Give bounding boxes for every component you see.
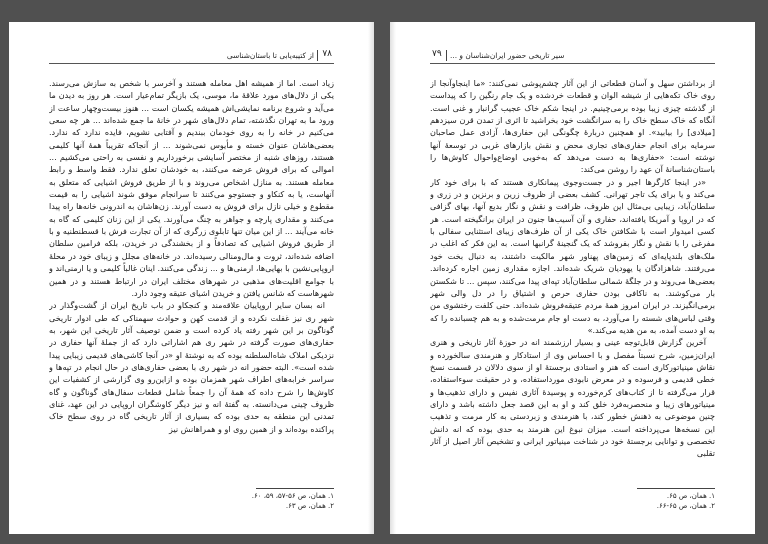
running-title: سیر تاریخی حضور ایران‌شناسان و ... bbox=[450, 51, 565, 60]
left-page-body bbox=[49, 78, 334, 482]
page-number: ۷۸ bbox=[322, 49, 332, 59]
left-footnotes bbox=[49, 492, 334, 511]
footnote: ۲. همان، ص ۶۵-۶۶. bbox=[656, 501, 715, 510]
footnote: ۲. همان، ص ۶۳. bbox=[285, 501, 334, 510]
header-separator bbox=[446, 50, 447, 61]
paragraph: انه بسان سایر اروپاییان علاقه‌مند و کنجکاو در باب تاریخ ایران از گشت‌وگذار در شهر ری نیز غفلت نکرده و از قدمت کهن و حوادث سهمناکی که طی ادوار تاریخی گوناگون بر این شهر رفته یاد کرده است و ضمن توصیف آثار تاریخی این شهر، به حفاری‌های صورت گرفته در شهر ری هم اشاراتی دارد که از جملهٔ آنها حفاری در نزدیکی املاک شاه‌السلطنه بوده که به نوشتهٔ او «در آنجا کاشی‌های قدیمی زیبایی پیدا شده است». البته حضور انه در شهر ری با بعضی حفاری‌های در حال انجام در تپه‌ها و سراسر خرابه‌های اطراف شهر همزمان بوده و ازاین‌رو وی گزارشی از کشفیات این کاوش‌ها را شرح داده که همهٔ آن را جمعاً شامل قطعات سفال‌های گوناگون و گاه ظروف چینی می‌دانسته. به گفتهٔ انه و نیز دیگر کاوشگران اروپایی در این عهد، غنای تمدنی این منطقه به حدی بوده که بسیاری از آثار تاریخی گاه در روی سطح خاک پراکنده بوده‌اند و از همین روی او و همراهانش نیز bbox=[49, 301, 334, 434]
footnote-rule bbox=[637, 488, 715, 489]
running-title: از کتیبه‌یابی تا باستان‌شناسی bbox=[226, 51, 314, 60]
page-number: ۷۹ bbox=[432, 49, 442, 59]
footnote: ۱. همان، ص ۶۵. bbox=[666, 492, 715, 500]
paragraph: «در اینجا کارگرها اجیر و در جست‌وجوی پیمانکاری هستند که با برای خود کار می‌کند و یا برای یک تاجر تهرانی. کشف بعضی از ظروف زرین و برنزین و در زری و سلطان‌آباد، زیبایی بی‌مثال این ظروف، ظرافت و نقش و نگار بدیع آنها، بهای گزافی که در اروپا و آمریکا یافته‌اند، حفاری و آن آسیب‌ها جنون در ایران برانگیخته است. هر کسی امیدوار است با شکافتن خاک یکی از آن ظرف‌های زیبای استثنایی سفالی با مفرغی را با نقش و نگار بفروشد که یک گنجینهٔ گرانبها است. به این فکر که اغلب در ملک‌های بلندپایه‌ای که زمین‌های پهناور شهر مالکیت داشتند، به دنبال بخت خود می‌رفتند. شاهزادگان یا یهودیان شریک شده‌اند. اجازه مقداری زمین اجاره کرده‌اند. بعضی‌ها می‌روند و در جلگهٔ شمالی سلطان‌آباد تپه‌ای پیدا می‌کنند، سپس ... تا شکستن بار می‌کوشند. به ناکافی بودن حفاری حرص و اشتیاق را در دل والی شهر برمی‌انگیزند. در ایران امروز همهٔ مردم عتیقه‌فروش شده‌اند. حتی کلفت رختشوی من وقتی لباس‌های شسته را می‌آورد، به دست او جام مرمت‌شده و به هم چسبانده را که به او دست آمده، به من هدیه می‌کند.» bbox=[430, 177, 715, 335]
paragraph: زیاد است. اما از همیشه اهل معامله هستند و آخرسر با شخص به سازش می‌رسند. یکی از دلال‌های مورد علاقهٔ ما، موسی، یک بازیگر تمام‌عیار است. هر روز به دیدن ما می‌آید و شروع برنامه نمایشی‌اش همیشه یکسان است ... هنوز بیست‌وچهار ساعت از ورود ما به تهران نگذشته، تمام دلال‌های شهر در خانهٔ ما جمع شده‌اند ... هر چه سعی می‌کنیم در خانه را به روی خودمان ببندیم و آفتابی نشویم، فایده ندارد که ندارد. بعضی‌هاشان عنوان خسته و مأیوس نمی‌شوند ... از آنجاکه تقریباً همهٔ آنها کلیمی هستند، روزهای شنبه از مختصر آسایشی برخورداریم و نفسی به راحتی می‌کشیم ... اموالی که برای فروش عرضه می‌کنند، به خودشان تعلق ندارد. فقط واسط و رابط معامله هستند. به منازل اشخاص می‌روند و با از طریق فروش اشیایی که متعلق به آنهاست، یا به کنکاو و جستوجو می‌کنند تا سرانجام موفق شوند اشیایی را به قیمت مقطوع و خیلی نازل برای فروش به دست آورند. زن‌هاشان به اندرونی خانه‌ها راه پیدا می‌کنند و مقداری پارچه و جواهر به چنگ می‌آورند. یکی از این زنان کلیمی که گاه به خانه می‌آیند ... از این میان تنها تابلوی زرگری که از آن تجارت فرش با قسطنطنیه و با از طریق فروش اشیایی که تصادفاً و از بخشندگی در خریدن، بلکه فرامین سلطان اضافه شده‌اند، ثروت و مال‌ومنالی رسیده‌اند. در خانه‌های مجلل و زیبای خود در محلهٔ اروپایی‌نشین با بهایی‌ها، ارمنی‌ها و ... زندگی می‌کنند. اینان غالباً کلیمی و یا ارمنی‌اند و با جوامع اقلیت‌های مذهبی در شهرهای مختلف ایران در ارتباط هستند و در همین شهرهاست که شانس یافتن و خریدن اشیای عتیقه وجود دارد. bbox=[49, 79, 334, 298]
left-page bbox=[9, 22, 374, 534]
paragraph: آخرین گزارش قابل‌توجه عینی و بسیار ارزشمند انه در حوزهٔ آثار تاریخی و هنری ایران‌زمین، شرح نسبتاً مفصل و با احساس وی از استادکار و هنرمندی سالخورده و نقاش مینیاتورکاری است که هنر و استادی برجستهٔ او از سوی دلالان در قسمت نسخ خطی قدیمی و فرسوده و در معرض نابودی مورداستفاده، و در حقیقت سوءاستفاده، قرار می‌گرفته تا از کتاب‌های کرم‌خورده و پوسیدهٔ آثاری نفیس و دارای تذهیب‌ها و مینیاتورهای زیبا و منحصربه‌فرد خلق کند و او به این قصد جعل داشته باشد و دارای چنین موضوعی به ذهنش خطور کند، با هنرمندی و زبردستی به کار مرمت و تذهیب این نسخه‌ها می‌پرداخته است. میزان نبوغ این هنرمند به حدی بوده که انه دانش تخصصی و توانایی برجستهٔ خود در شناخت مینیاتور ایرانی و تشخیص آثار اصیل از آثار تقلبی bbox=[430, 338, 715, 459]
footnote-rule bbox=[256, 488, 334, 489]
right-footnotes bbox=[430, 492, 715, 511]
right-page bbox=[390, 22, 755, 534]
left-page-header bbox=[49, 48, 334, 64]
right-page-body bbox=[430, 78, 715, 482]
header-separator bbox=[317, 50, 318, 61]
paragraph: از برداشتن سهل و آسان قطعاتی از این آثار چشم‌پوشی نمی‌کنند: «ما اینجاوآنجا از روی خاک تکه‌هایی از شیشه الوان و قطعات خردشده و یک جام رنگین را که پیداست از گذشته چیزی زیبا بوده برمی‌چینیم. در اینجا شکم خاک عجیب گرانبار و غنی است. آنگاه که خاک سطح خاک را به سرانگشت خود بخراشید تا اثری از تمدن قرن سیزدهم [میلادی] را بیابید». او همچنین دربارهٔ چگونگی این حفاری‌ها، آزادی عمل صاحبان سرمایه برای انجام حفاری‌های تجاری محض و نقش بازارهای غربی در توسعهٔ آنها نوشته است: «حفاری‌ها به دست می‌دهد که به‌خوبی اوضاع‌واحوال کاوش‌ها را باستان‌شناسانهٔ آن عهد را روشن می‌کند: bbox=[430, 79, 715, 175]
right-page-header bbox=[430, 48, 715, 64]
footnote: ۱. همان، ص ۵۶-۵۷، ۵۹، ۶۰. bbox=[251, 492, 334, 500]
header-rule bbox=[430, 63, 715, 64]
header-rule bbox=[49, 63, 334, 64]
